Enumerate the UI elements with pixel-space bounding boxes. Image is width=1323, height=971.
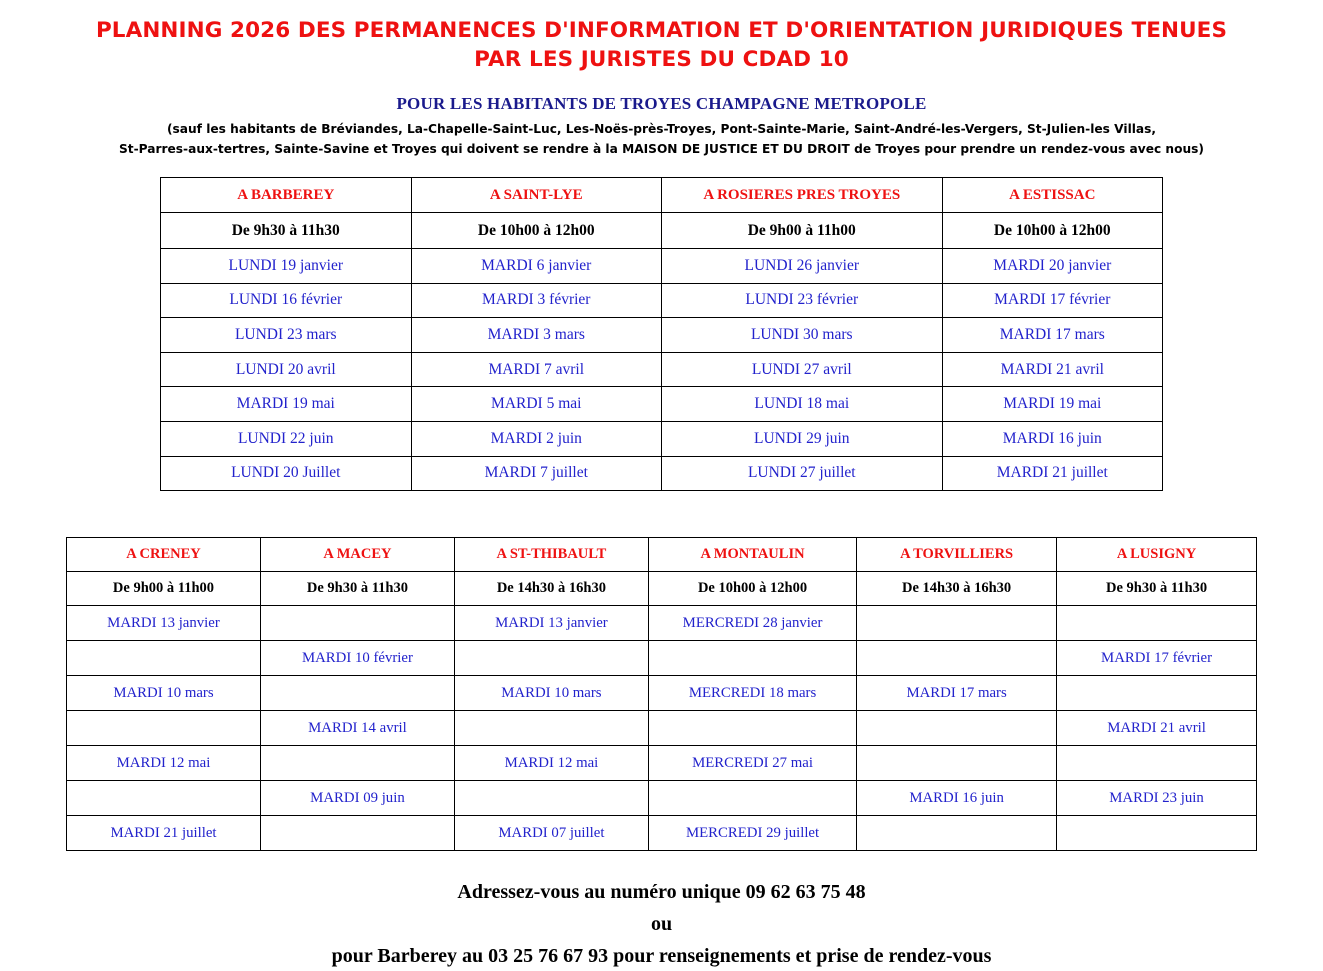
subtitle: POUR LES HABITANTS DE TROYES CHAMPAGNE METROPOLE <box>396 94 927 114</box>
table-b-cell: MERCREDI 28 janvier <box>648 606 856 641</box>
schedule-table-b <box>66 537 1257 851</box>
table-b-cell: MERCREDI 27 mai <box>648 746 856 781</box>
table-a-hours-cell: De 9h30 à 11h30 <box>161 213 412 249</box>
table-b-header-cell: A LUSIGNY <box>1057 538 1257 572</box>
document-page <box>0 16 1323 968</box>
table-b-cell <box>857 816 1057 851</box>
table-a-cell: MARDI 21 avril <box>942 352 1162 387</box>
table-b-cell <box>260 676 454 711</box>
page-title-line1: PLANNING 2026 DES PERMANENCES D'INFORMATION ET D'ORIENTATION JURIDIQUES TENUES <box>95 18 1228 43</box>
table-b-hours-cell: De 9h00 à 11h00 <box>67 572 261 606</box>
table-b-hours-cell: De 9h30 à 11h30 <box>1057 572 1257 606</box>
table-b-cell <box>260 606 454 641</box>
table-b-cell: MARDI 13 janvier <box>67 606 261 641</box>
table-b-header-cell: A TORVILLIERS <box>857 538 1057 572</box>
table-a-header-row <box>161 178 1163 213</box>
table-row <box>67 711 1257 746</box>
table-b-cell: MARDI 17 mars <box>857 676 1057 711</box>
table-a-header-cell: A ESTISSAC <box>942 178 1162 213</box>
table-a-cell: LUNDI 23 mars <box>161 318 412 353</box>
table-b-hours-cell: De 10h00 à 12h00 <box>648 572 856 606</box>
footer-contact <box>0 877 1323 971</box>
table-b-cell: MARDI 10 mars <box>454 676 648 711</box>
table-a-cell: MARDI 5 mai <box>411 387 662 422</box>
table-row <box>161 352 1163 387</box>
subtitle-note-line1: (sauf les habitants de Bréviandes, La-Chapelle-Saint-Luc, Les-Noës-près-Troyes, Pont-Sainte-Marie, Saint-André-les-Vergers, St-Julien-les Villas, <box>166 122 1157 137</box>
table-b-cell: MARDI 23 juin <box>1057 781 1257 816</box>
table-a-hours-cell: De 10h00 à 12h00 <box>411 213 662 249</box>
table-row <box>161 456 1163 491</box>
table-a-cell: LUNDI 19 janvier <box>161 249 412 284</box>
table-row <box>67 816 1257 851</box>
table-b-header-cell: A ST-THIBAULT <box>454 538 648 572</box>
table-a-cell: MARDI 7 juillet <box>411 456 662 491</box>
table-row <box>161 283 1163 318</box>
table-b-cell: MERCREDI 18 mars <box>648 676 856 711</box>
table-row <box>67 676 1257 711</box>
table-b-cell <box>1057 606 1257 641</box>
footer-line2: ou <box>650 913 673 936</box>
table-b-hours-cell: De 14h30 à 16h30 <box>857 572 1057 606</box>
table-row <box>67 641 1257 676</box>
table-b-cell: MARDI 14 avril <box>260 711 454 746</box>
table-a-cell: LUNDI 20 avril <box>161 352 412 387</box>
table-b-cell: MARDI 13 janvier <box>454 606 648 641</box>
table-a-cell: LUNDI 27 avril <box>662 352 943 387</box>
table-a-cell: MARDI 19 mai <box>161 387 412 422</box>
table-b-hours-row <box>67 572 1257 606</box>
table-a-cell: LUNDI 26 janvier <box>662 249 943 284</box>
table-b-cell: MARDI 12 mai <box>454 746 648 781</box>
table-b-cell <box>260 816 454 851</box>
table-b-cell: MARDI 21 juillet <box>67 816 261 851</box>
table-b-header-cell: A MONTAULIN <box>648 538 856 572</box>
table-b-cell <box>857 711 1057 746</box>
table-a-hours-cell: De 9h00 à 11h00 <box>662 213 943 249</box>
table-b-cell: MARDI 09 juin <box>260 781 454 816</box>
table-b-header-cell: A CRENEY <box>67 538 261 572</box>
table-b-cell <box>67 641 261 676</box>
table-b-cell: MARDI 10 mars <box>67 676 261 711</box>
table-a-cell: MARDI 17 février <box>942 283 1162 318</box>
table-a-cell: MARDI 6 janvier <box>411 249 662 284</box>
table-a-header-cell: A ROSIERES PRES TROYES <box>662 178 943 213</box>
table-a-cell: MARDI 17 mars <box>942 318 1162 353</box>
table-b-cell: MARDI 10 février <box>260 641 454 676</box>
table-a-cell: MARDI 7 avril <box>411 352 662 387</box>
schedule-table-a <box>160 177 1163 491</box>
footer-line1: Adressez-vous au numéro unique 09 62 63 75 48 <box>457 881 866 904</box>
table-b-cell: MARDI 07 juillet <box>454 816 648 851</box>
table-b-cell <box>857 746 1057 781</box>
table-row <box>161 422 1163 457</box>
table-a-cell: LUNDI 30 mars <box>662 318 943 353</box>
table-b-cell <box>1057 816 1257 851</box>
table-b-cell <box>260 746 454 781</box>
table-b-cell <box>1057 746 1257 781</box>
table-a-header-cell: A BARBEREY <box>161 178 412 213</box>
table-a-hours-row <box>161 213 1163 249</box>
table-b-cell: MARDI 12 mai <box>67 746 261 781</box>
table-b-cell <box>67 781 261 816</box>
table-b-cell: MERCREDI 29 juillet <box>648 816 856 851</box>
table-b-cell <box>857 641 1057 676</box>
table-a-cell: LUNDI 27 juillet <box>662 456 943 491</box>
table-a-cell: MARDI 2 juin <box>411 422 662 457</box>
table-a-cell: MARDI 3 février <box>411 283 662 318</box>
subtitle-note <box>60 120 1263 159</box>
subtitle-note-line2: St-Parres-aux-tertres, Sainte-Savine et Troyes qui doivent se rendre à la MAISON DE JUSTICE ET DU DROIT de Troyes pour prendre un rendez-vous avec nous) <box>119 141 1204 156</box>
table-b-cell <box>454 711 648 746</box>
table-b-header-row <box>67 538 1257 572</box>
table-a-cell: MARDI 20 janvier <box>942 249 1162 284</box>
table-a-cell: MARDI 16 juin <box>942 422 1162 457</box>
table-a-cell: LUNDI 16 février <box>161 283 412 318</box>
table-a-cell: LUNDI 23 février <box>662 283 943 318</box>
table-b-hours-cell: De 14h30 à 16h30 <box>454 572 648 606</box>
table-a-cell: LUNDI 22 juin <box>161 422 412 457</box>
table-b-cell: MARDI 21 avril <box>1057 711 1257 746</box>
table-b-cell <box>857 606 1057 641</box>
table-b-cell: MARDI 17 février <box>1057 641 1257 676</box>
table-a-hours-cell: De 10h00 à 12h00 <box>942 213 1162 249</box>
table-b-hours-cell: De 9h30 à 11h30 <box>260 572 454 606</box>
page-title <box>40 16 1283 74</box>
table-a-cell: MARDI 3 mars <box>411 318 662 353</box>
table-b-cell <box>648 711 856 746</box>
footer-line3: pour Barberey au 03 25 76 67 93 pour renseignements et prise de rendez-vous <box>331 945 992 968</box>
table-row <box>67 746 1257 781</box>
table-row <box>67 606 1257 641</box>
table-b-header-cell: A MACEY <box>260 538 454 572</box>
table-a-cell: LUNDI 20 Juillet <box>161 456 412 491</box>
table-a-header-cell: A SAINT-LYE <box>411 178 662 213</box>
table-b-cell <box>648 641 856 676</box>
table-b-cell <box>1057 676 1257 711</box>
table-row <box>161 387 1163 422</box>
table-b-cell <box>648 781 856 816</box>
table-row <box>161 318 1163 353</box>
table-b-cell <box>454 641 648 676</box>
table-a-cell: MARDI 21 juillet <box>942 456 1162 491</box>
table-a-cell: LUNDI 29 juin <box>662 422 943 457</box>
table-row <box>161 249 1163 284</box>
table-a-cell: MARDI 19 mai <box>942 387 1162 422</box>
page-title-line2: PAR LES JURISTES DU CDAD 10 <box>474 47 849 73</box>
table-b-cell: MARDI 16 juin <box>857 781 1057 816</box>
table-a-cell: LUNDI 18 mai <box>662 387 943 422</box>
table-b-cell <box>454 781 648 816</box>
table-row <box>67 781 1257 816</box>
table-b-cell <box>67 711 261 746</box>
